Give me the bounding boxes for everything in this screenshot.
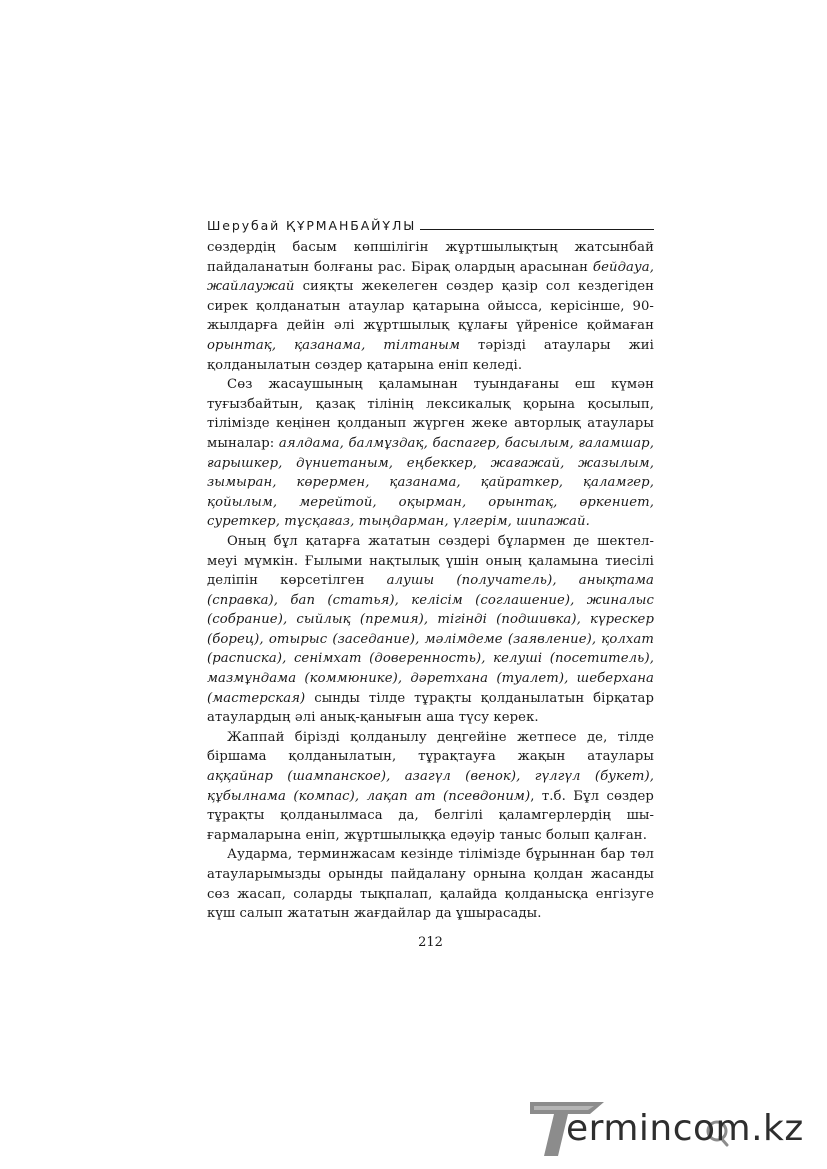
running-header [207,212,654,232]
paragraph [207,238,654,375]
text-run: Оның бұл қатарға жататын сөздері бұлармен де шектелмеуі мүмкін. Ғылыми нақтылық үшін оның қаламына тиесілі деліпін көрсетілген [207,533,654,589]
header-rule [420,229,654,230]
body-text [207,238,654,924]
paragraph [207,728,654,846]
text-run: сөздердің басым көпшілігін жұртшылықтың жатсынбай пайдаланатын болғаны рас. Бірақ олардың арасынан [207,240,654,275]
text-run: Сөз жасаушының қаламынан туындағаны еш күмән туғызбайтын, қазақ тілінің лексикалық қорына қосылып, тілімізде кеңінен қолданып жүрген жеке авторлық атаулары мыналар: [207,377,654,451]
text-run: , т.б. Бұл сөздер тұрақты қолданылмаса да, белгілі қаламгерлердің шығармаларына еніп, жұртшылыққа едәуір таныс болып қалған. [207,788,654,843]
paragraph [207,532,654,728]
page-number: 212 [418,934,443,950]
text-run: сияқты жекелеген сөздер қазір сол кездегіден сирек қолданатын атаулар қатарына ойысса, керісінше, 90-жылдарға дейін әлі жұртшылық құлағы үйренісе қоймаған [207,279,654,334]
italic-term-run: алушы (получатель), анықтама (справка), бап (статья), келісім (соглашение), жиналыс (собрание), сыйлық (премия), тігінді (подшивка), күрескер (борец), отырыс (заседание), мәлімдеме (заявление), қолхат (расписка), сенімхат (доверенность), келуші (посетитель), мазмұндама (коммюнике), дәретхана (туалет), шеберхана (мастерская) [207,573,654,706]
author-name: Шерубай ҚҰРМАНБАЙҰЛЫ [207,217,417,233]
paragraph [207,845,654,923]
book-page [207,212,654,950]
text-run: Аударма, терминжасам кезінде тілімізде бұрыннан бар төл атауларымызды орынды пайдалану орнына қолдан жасанды сөз жасап, соларды тықпалап, қалайда қолданысқа енгізуге күш салып жататын жағдайлар да ұшырасады. [207,847,654,922]
italic-term-run: орынтақ, қазанама, тілтаным [207,337,460,353]
termincom-logo [528,1098,818,1160]
text-run: Жаппай бірізді қолданылу деңгейіне жетпесе де, тілде біршама қолданылатын, тұрақтауға жақын атаулары [207,729,654,765]
paragraph [207,375,654,532]
italic-term-run: бейдауа, жайлаужай [207,259,654,295]
text-run: тәрізді атаулары жиі қолданылатын сөздер қатарына еніп келеді. [207,337,655,373]
italic-term-run: аялдама, балмұздақ, баспагер, басылым, ғаламшар, ғарышкер, дүниетаным, еңбеккер, жағажай, жазылым, зымыран, көрермен, қазанама, қайраткер, қаламгер, қойылым, мерейтой, оқырман, орынтақ, өркениет, суреткер, тұсқағаз, тыңдарман, үлгерім, шипажай. [207,435,654,530]
italic-term-run: аққайнар (шампанское), азагүл (венок), гүлгүл (букет), құбылнама (компас), лақап ат (псевдоним) [207,769,654,804]
text-run: сынды тілде тұрақты қолданылатын бірқатар атаулардың әлі анық-қанығын аша түсу керек. [207,690,654,726]
logo-text: ermincom.kz [566,1108,804,1149]
